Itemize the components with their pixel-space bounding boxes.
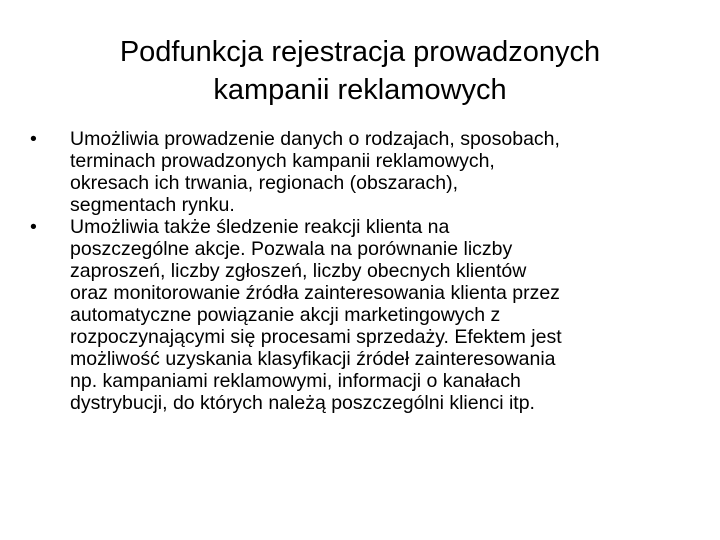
bullet-text-line: terminach prowadzonych kampanii reklamowych,	[70, 150, 495, 172]
slide-title-line: Podfunkcja rejestracja prowadzonych	[119, 36, 601, 68]
bullet-text-line: oraz monitorowanie źródła zainteresowania klienta przez	[70, 282, 560, 304]
bullet-list	[30, 128, 695, 414]
bullet-text-line: możliwość uzyskania klasyfikacji źródeł zainteresowania	[70, 348, 556, 370]
bullet-text-line: zaproszeń, liczby zgłoszeń, liczby obecnych klientów	[70, 260, 527, 282]
bullet-text-line: poszczególne akcje. Pozwala na porównanie liczby	[70, 238, 513, 260]
bullet-text-line: dystrybucji, do których należą poszczególni klienci itp.	[70, 392, 535, 414]
bullet-text-line: okresach ich trwania, regionach (obszarach),	[70, 172, 459, 194]
bullet-text-line: Umożliwia także śledzenie reakcji klienta na	[70, 216, 450, 238]
bullet-item	[30, 128, 695, 216]
slide-title-line: kampanii reklamowych	[213, 74, 507, 106]
bullet-icon: •	[30, 216, 37, 238]
bullet-text-line: automatyczne powiązanie akcji marketingowych z	[70, 304, 501, 326]
bullet-icon: •	[30, 128, 37, 150]
bullet-text-line: Umożliwia prowadzenie danych o rodzajach, sposobach,	[70, 128, 560, 150]
bullet-text-line: rozpoczynającymi się procesami sprzedaży. Efektem jest	[70, 326, 562, 348]
bullet-text-line: segmentach rynku.	[70, 194, 235, 216]
bullet-item	[30, 216, 695, 414]
bullet-text-line: np. kampaniami reklamowymi, informacji o kanałach	[70, 370, 521, 392]
slide-title	[60, 33, 660, 109]
